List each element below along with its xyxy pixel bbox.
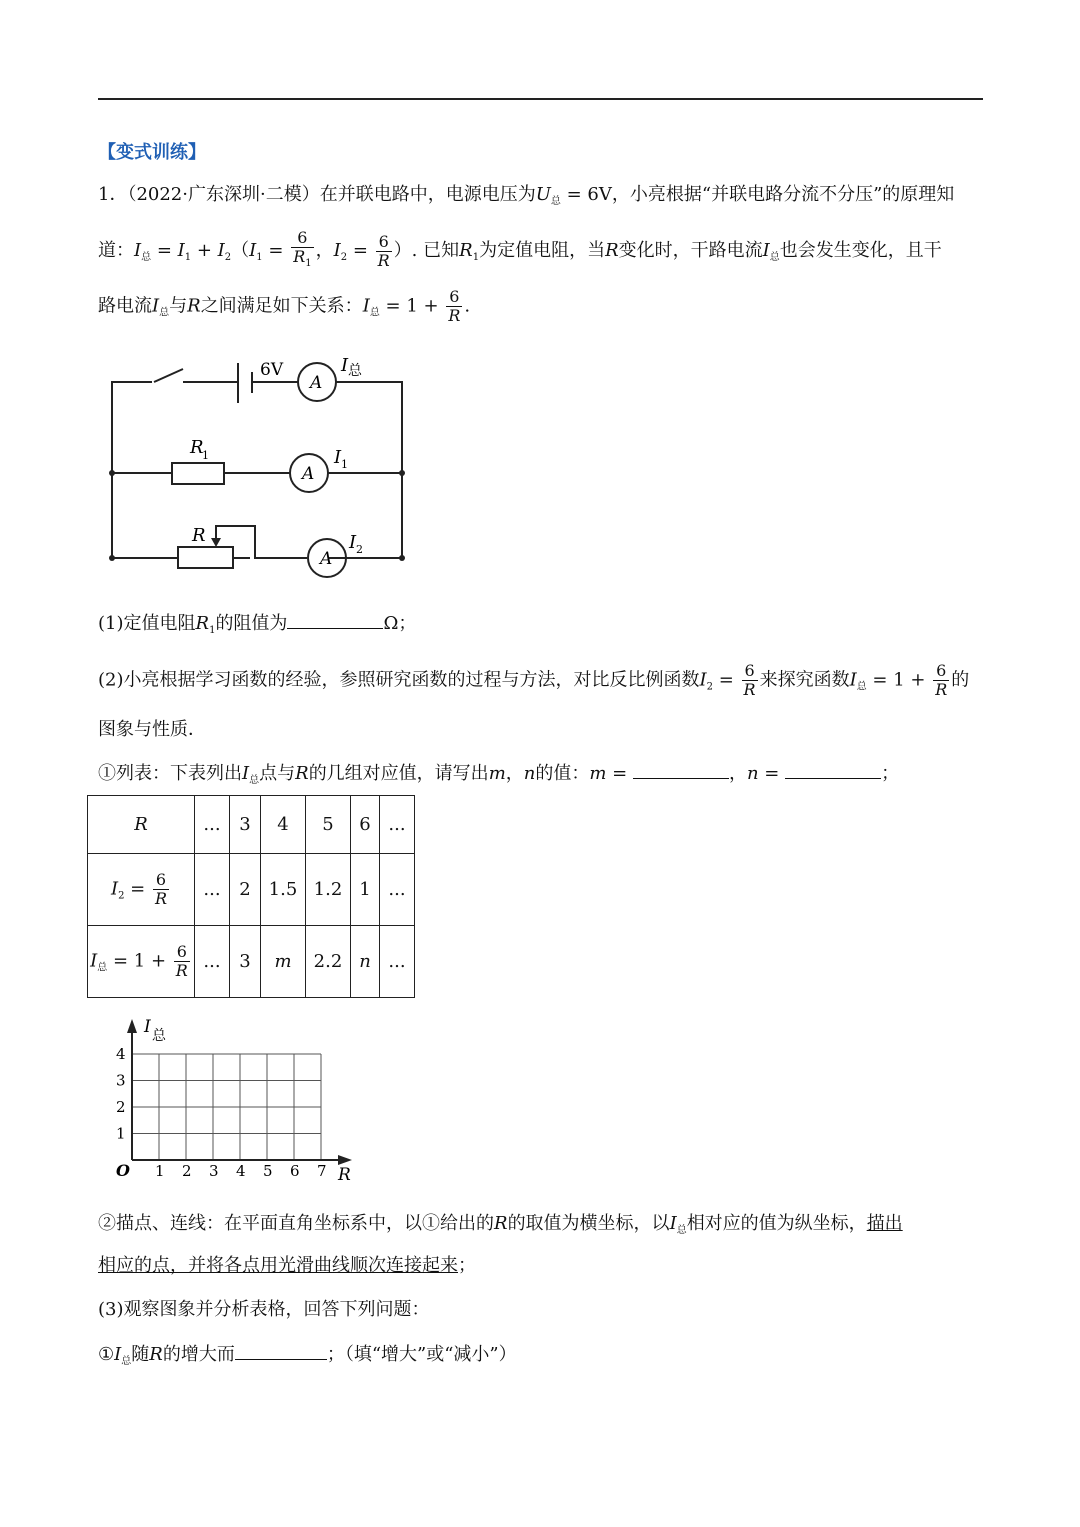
table-cell: 4: [261, 796, 306, 854]
x-tick-label: 2: [182, 1162, 192, 1180]
x-tick-label: 1: [155, 1162, 165, 1180]
text-span: ，: [505, 763, 524, 784]
text-span: 为定值电阻，当: [479, 240, 606, 261]
part-3: (3)观察图象并分析表格，回答下列问题：: [98, 1299, 430, 1320]
text-span: 相对应的值为纵坐标，: [686, 1213, 867, 1234]
numerator: 6: [742, 662, 758, 681]
ammeter-label: A: [310, 373, 323, 393]
text-span: 的增大而: [162, 1344, 235, 1365]
section-heading: 【变式训练】: [98, 142, 206, 163]
top-rule: [98, 98, 983, 100]
ammeter-label: A: [320, 549, 333, 569]
table-cell: ...: [195, 854, 230, 926]
var-U: U: [535, 184, 551, 205]
table-row-label: [88, 796, 195, 854]
table-cell: 1: [351, 854, 380, 926]
junction-dot: [399, 470, 405, 476]
var-I: I: [333, 240, 341, 261]
step-2-line-1: [98, 1212, 903, 1243]
var-R: R: [149, 1344, 163, 1365]
part-1: [98, 610, 416, 643]
question-1-line-1: [98, 183, 954, 214]
y-tick-label: 3: [116, 1071, 126, 1090]
table-cell: 1.5: [261, 854, 306, 926]
coordinate-grid: [108, 1010, 368, 1190]
text-span: （: [231, 240, 250, 261]
text-span: 的取值为横坐标，以: [507, 1213, 670, 1234]
var-R: R: [295, 763, 309, 784]
var-R: R: [293, 247, 306, 266]
subscript-zong: 总: [121, 1356, 132, 1367]
table-cell: ...: [195, 926, 230, 998]
table-cell: 2: [230, 854, 261, 926]
denominator: R: [377, 250, 390, 270]
formula-span: + I: [191, 240, 225, 261]
numerator: 6: [153, 871, 169, 890]
table-cell: 6: [351, 796, 380, 854]
var-n: n: [746, 763, 759, 784]
table-cell: 3: [230, 796, 261, 854]
answer-blank-trend[interactable]: [235, 1341, 327, 1360]
subscript: 2: [224, 252, 232, 263]
x-tick-label: 5: [263, 1162, 273, 1180]
subscript: 1: [184, 252, 192, 263]
rheostat-label: R: [192, 525, 206, 546]
y-tick-label: 2: [116, 1098, 126, 1116]
var-R: R: [494, 1213, 508, 1234]
var-I: I: [110, 878, 119, 900]
text-span: ，: [728, 763, 747, 784]
var-R: R: [195, 613, 210, 634]
subscript: 1: [472, 252, 480, 263]
text-span: ；: [458, 1255, 476, 1276]
text-span: 变化时，干路电流: [618, 240, 763, 261]
table-row: [88, 926, 415, 998]
text-span: ②描点、连线：在平面直角坐标系中，以①给出的: [98, 1213, 494, 1234]
part-2-line-2: 图象与性质．: [98, 719, 206, 740]
subscript: 2: [706, 681, 713, 693]
table-cell: m: [261, 926, 306, 998]
question-1-line-2: [98, 229, 942, 273]
fraction-6-over-R: [742, 662, 758, 699]
fraction-6-over-R1: [291, 229, 313, 273]
var-R: R: [605, 240, 619, 261]
var-I: I: [134, 240, 142, 261]
var-I: I: [114, 1344, 122, 1365]
text-span: 之间满足如下关系：: [200, 295, 363, 317]
wire: [216, 526, 307, 558]
answer-blank-r1[interactable]: [287, 610, 383, 629]
i2-label: I: [349, 532, 357, 553]
text-span: .: [464, 295, 471, 317]
denominator: R: [935, 680, 948, 699]
var-I: I: [849, 669, 857, 691]
switch-icon: [154, 369, 183, 382]
table-cell: ...: [195, 796, 230, 854]
fraction-6-over-R: [376, 233, 392, 270]
text-span: (1)定值电阻: [98, 613, 196, 634]
text-span: =: [347, 240, 374, 261]
table-cell: ...: [380, 854, 415, 926]
junction-dot: [399, 555, 405, 561]
wire: [112, 382, 152, 473]
subscript: 1: [209, 625, 216, 636]
ammeter-label: A: [302, 464, 315, 484]
x-tick-label: 6: [290, 1162, 300, 1180]
table-row-label: [88, 854, 195, 926]
text-span: 与: [169, 295, 188, 317]
fraction-6-over-R: [446, 288, 462, 325]
text-span: Ω；: [383, 613, 417, 634]
var-R: R: [187, 295, 201, 317]
text-span: 随: [131, 1344, 150, 1365]
numerator: 6: [291, 229, 313, 248]
var-I: I: [242, 763, 250, 784]
table-row: [88, 854, 415, 926]
x-tick-label: 7: [317, 1162, 327, 1180]
x-tick-label: 3: [209, 1162, 219, 1180]
origin-label: O: [116, 1161, 130, 1180]
var-R: R: [134, 814, 148, 835]
y-axis-arrow-icon: [127, 1019, 137, 1033]
text-span: ）. 已知: [393, 240, 460, 261]
text-span: 的: [951, 669, 970, 691]
subscript-zong: 总: [550, 196, 561, 207]
i2-subscript: 2: [356, 543, 363, 556]
denominator: R: [154, 889, 168, 908]
var-m: m: [488, 763, 506, 784]
y-tick-label: 1: [116, 1124, 126, 1143]
table-cell: n: [351, 926, 380, 998]
subscript: 1: [305, 258, 312, 269]
battery-label: 6V: [260, 360, 284, 380]
text-span: 相应的点，并将各点用光滑曲线顺次连接起来: [98, 1255, 458, 1276]
text-span: =: [758, 763, 786, 784]
fraction-6-over-R: [174, 943, 190, 980]
i1-label: I: [334, 447, 342, 468]
text-span: 的值：: [535, 763, 590, 784]
i-total-subscript: 总: [348, 363, 362, 379]
text-span: = 1 +: [866, 669, 932, 691]
text-span: 也会发生变化，且干: [779, 240, 942, 261]
answer-blank-m[interactable]: [633, 760, 729, 779]
table-cell: ...: [380, 796, 415, 854]
denominator: R: [743, 680, 756, 699]
formula-span: = I: [151, 240, 185, 261]
subscript-zong: 总: [141, 252, 152, 263]
subscript: 2: [118, 890, 125, 902]
var-m: m: [589, 763, 607, 784]
text-span: 在并联电路中，电源电压为: [319, 184, 536, 205]
text-span: =: [124, 878, 151, 900]
var-I: I: [362, 295, 370, 317]
var-I: I: [762, 240, 770, 261]
text-span: ，: [315, 240, 334, 261]
rheostat-icon: [178, 547, 233, 568]
question-1-line-3: [98, 288, 470, 326]
var-R: R: [459, 240, 473, 261]
subscript-zong: 总: [769, 252, 780, 263]
denominator: R: [448, 306, 461, 325]
subscript-zong: 总: [249, 775, 260, 786]
numerator: 6: [376, 233, 392, 252]
var-I: I: [90, 950, 98, 972]
table-cell: 5: [306, 796, 351, 854]
text-span: ，小亮根据“并联电路分流不分压”的原理知: [611, 184, 955, 205]
x-axis-arrow-icon: [338, 1155, 352, 1165]
question-source: （2022·广东深圳·二模）: [127, 184, 320, 205]
answer-blank-n[interactable]: [785, 760, 881, 779]
text-span: 的几组对应值，请写出: [308, 763, 489, 784]
part-3-question-1: [98, 1341, 517, 1374]
text-span: 来探究函数: [759, 669, 850, 691]
text-span: ；（填“增大”或“减小”）: [326, 1344, 517, 1365]
fraction-6-over-R: [153, 871, 169, 908]
i-total-label: I: [341, 355, 349, 376]
numerator: 6: [446, 288, 462, 307]
question-number: 1．: [98, 184, 128, 205]
y-tick-label: 4: [116, 1045, 126, 1063]
subscript: 1: [256, 252, 263, 263]
text-span: 道：: [98, 240, 134, 261]
text-span: = 1 +: [379, 295, 445, 317]
subscript-zong: 总: [159, 307, 170, 319]
var-I: I: [669, 1213, 677, 1234]
y-axis-label: I: [144, 1017, 151, 1037]
text-span: (2)小亮根据学习函数的经验，参照研究函数的过程与方法，对比反比例函数: [98, 669, 700, 691]
junction-dot: [109, 555, 115, 561]
text-span: =: [713, 669, 740, 691]
var-n: n: [523, 763, 536, 784]
y-axis-label-subscript: 总: [152, 1028, 166, 1044]
numerator: 6: [174, 943, 190, 962]
table-row-label: [88, 926, 195, 998]
var-I: I: [152, 295, 160, 317]
text-span: ①: [98, 1344, 115, 1365]
text-span: =: [606, 763, 633, 784]
table-row: [88, 796, 415, 854]
fraction-6-over-R: [933, 662, 949, 699]
wire: [112, 473, 178, 558]
text-span: 路电流: [98, 295, 152, 317]
value-table: [87, 795, 415, 998]
r1-subscript: 1: [202, 449, 209, 462]
denominator: [291, 248, 313, 273]
subscript-zong: 总: [97, 962, 108, 974]
r1-label: R: [190, 437, 204, 458]
table-cell: ...: [380, 926, 415, 998]
subscript-zong: 总: [676, 1225, 687, 1236]
x-tick-label: 4: [236, 1162, 246, 1180]
table-cell: 1.2: [306, 854, 351, 926]
resistor-r1-icon: [172, 463, 224, 484]
text-span: ①列表：下表列出: [98, 763, 242, 784]
subscript-zong: 总: [369, 307, 380, 319]
text-span: 的阻值为: [215, 613, 288, 634]
part-2-line-1: [98, 662, 969, 700]
subscript-zong: 总: [856, 681, 867, 693]
slider-arrow-icon: [211, 538, 221, 547]
circuit-diagram: [100, 345, 420, 585]
text-span: 描出: [866, 1213, 903, 1234]
step-2-line-2: [98, 1254, 476, 1278]
table-cell: 2.2: [306, 926, 351, 998]
junction-dot: [109, 470, 115, 476]
x-axis-label: R: [338, 1165, 351, 1185]
step-1: [98, 760, 899, 793]
var-I: I: [699, 669, 707, 691]
numerator: 6: [933, 662, 949, 681]
text-span: = 1 +: [107, 950, 172, 972]
var-I: I: [249, 240, 257, 261]
text-span: =: [262, 240, 290, 261]
denominator: R: [175, 961, 188, 980]
text-span: ；: [881, 763, 900, 784]
subscript: 2: [340, 252, 348, 263]
table-cell: 3: [230, 926, 261, 998]
text-span: = 6V: [560, 184, 612, 205]
i1-subscript: 1: [341, 458, 348, 471]
text-span: 点与: [259, 763, 296, 784]
